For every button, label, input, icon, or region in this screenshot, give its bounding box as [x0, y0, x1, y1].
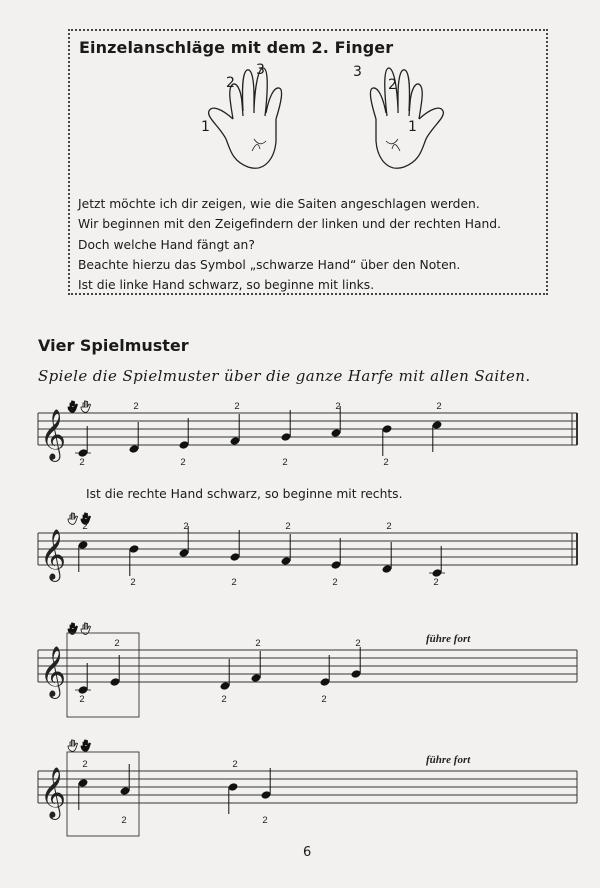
box-line-1: Jetzt möchte ich dir zeigen, wie die Saiten angeschlagen werden. [78, 197, 480, 211]
finger-number-label: 2 [231, 577, 237, 588]
finger-number-label: 2 [232, 759, 238, 770]
left-finger-1-label: 1 [201, 119, 210, 135]
finger-number-label: 2 [335, 401, 341, 412]
finger-number-label: 2 [82, 759, 88, 770]
finger-number-label: 2 [282, 457, 288, 468]
finger-number-label: 2 [332, 577, 338, 588]
right-hand-symbol-icon [81, 401, 91, 412]
finger-number-label: 2 [180, 457, 186, 468]
instruction-text: Spiele die Spielmuster über die ganze Harfe mit allen Saiten. [38, 367, 531, 385]
treble-clef-icon: 𝄞 [40, 646, 67, 697]
left-hand-symbol-icon [68, 401, 78, 412]
continue-label: führe fort [426, 633, 471, 645]
finger-number-label: 2 [285, 521, 291, 532]
finger-number-label: 2 [82, 521, 88, 532]
finger-number-label: 2 [321, 694, 327, 705]
box-line-3: Doch welche Hand fängt an? [78, 237, 255, 252]
left-hand-symbol-icon [68, 513, 78, 524]
finger-number-label: 2 [79, 457, 85, 468]
finger-number-label: 2 [386, 521, 392, 532]
box-line-2: Wir beginnen mit den Zeigefindern der linken und der rechten Hand. [78, 217, 501, 232]
finger-number-label: 2 [79, 694, 85, 705]
treble-clef-icon: 𝄞 [40, 409, 67, 460]
right-finger-1-label: 1 [408, 119, 417, 135]
finger-number-label: 2 [114, 638, 120, 649]
finger-number-label: 2 [355, 638, 361, 649]
right-hand-instruction: Ist die rechte Hand schwarz, so beginne mit rechts. [86, 487, 403, 501]
right-hand-symbol-icon [81, 740, 91, 751]
finger-number-label: 2 [433, 577, 439, 588]
finger-number-label: 2 [183, 521, 189, 532]
finger-number-label: 2 [436, 401, 442, 412]
finger-number-label: 2 [133, 401, 139, 412]
finger-number-label: 2 [221, 694, 227, 705]
finger-number-label: 2 [234, 401, 240, 412]
finger-number-label: 2 [121, 815, 127, 826]
box-title: Einzelanschläge mit dem 2. Finger [79, 38, 394, 57]
example-frame [67, 633, 139, 717]
treble-clef-icon: 𝄞 [40, 529, 67, 580]
right-finger-2-label: 2 [388, 77, 397, 93]
finger-number-label: 2 [262, 815, 268, 826]
box-line-4: Beachte hierzu das Symbol „schwarze Hand“ über den Noten. [78, 257, 461, 272]
box-line-5: Ist die linke Hand schwarz, so beginne mit links. [78, 278, 375, 293]
page-number: 6 [303, 845, 312, 860]
example-frame [67, 752, 139, 836]
section-title: Vier Spielmuster [38, 336, 189, 355]
left-finger-2-label: 2 [226, 75, 235, 91]
finger-number-label: 2 [383, 457, 389, 468]
finger-number-label: 2 [255, 638, 261, 649]
right-finger-3-label: 3 [353, 64, 362, 80]
left-hand-symbol-icon [68, 740, 78, 751]
finger-number-label: 2 [130, 577, 136, 588]
left-finger-3-label: 3 [256, 62, 265, 78]
continue-label: führe fort [426, 754, 471, 766]
treble-clef-icon: 𝄞 [40, 767, 67, 818]
